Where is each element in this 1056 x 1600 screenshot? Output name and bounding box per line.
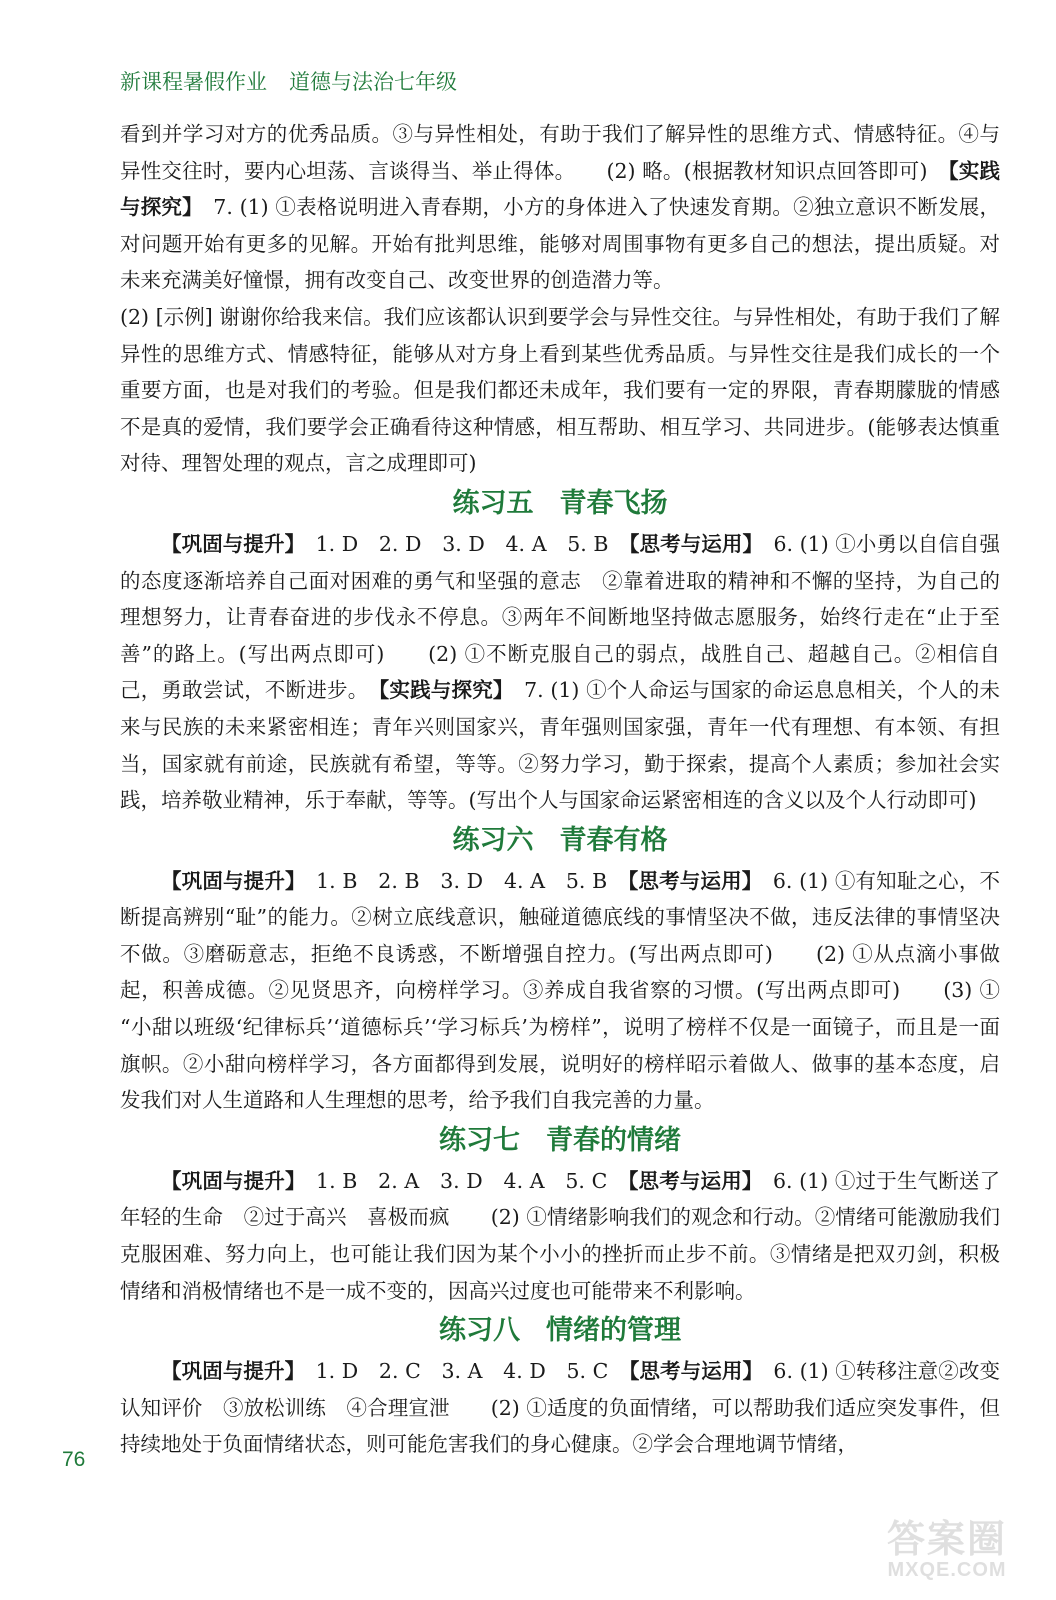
answer-text-2: 7. (1) ①个人命运与国家的命运息息相关，个人的未来与民族的未来紧密相连；青年兴则国家兴，青年强则国家强，青年一代有理想、有本领、有担当，国家就有前途，民族就有希望，等等。②努力学习，勤于探索，提高个人素质；参加社会实践，培养敬业精神，乐于奉献，等等。(写出个人与国家命运紧密相连的含义以及个人行动即可)	[120, 678, 1000, 813]
choice-answers: 1. D 2. C 3. A 4. D 5. C	[294, 1359, 630, 1384]
tag-practice-explore: 【实践与探究】	[378, 678, 504, 703]
section-title-8	[120, 1309, 1000, 1353]
page-number: 76	[62, 1448, 86, 1471]
section-title-7	[120, 1119, 1000, 1163]
answer-text: 6. (1) ①转移注意②改变认知评价 ③放松训练 ④合理宣泄 (2) ①适度的负面情绪，可以帮助我们适应突发事件，但持续地处于负面情绪状态，则可能危害我们的身心健康。②学会合理地调节情绪，	[120, 1359, 1000, 1457]
answer-text: 6. (1) ①小勇以自信自强的态度逐渐培养自己面对困难的勇气和坚强的意志 ②靠着进取的精神和不懈的坚持，为自己的理想努力，让青春奋进的步伐永不停息。③两年不间断地坚持做志愿服务，始终行走在“止于至善”的路上。(写出两点即可) (2) ①不断克服自己的弱点，战胜自己、超越自己。②相信自己，勇敢尝试，不断进步。	[120, 531, 1001, 703]
intro-text-1: 看到并学习对方的优秀品质。③与异性相处，有助于我们了解异性的思维方式、情感特征。④与异性交往时，要内心坦荡、言谈得当、举止得体。 (2) 略。(根据教材知识点回答即可)	[120, 122, 1000, 183]
section-title-6	[120, 819, 1000, 863]
tag-think-apply: 【思考与运用】	[629, 531, 753, 556]
intro-paragraph-2: (2) [示例] 谢谢你给我来信。我们应该都认识到要学会与异性交往。与异性相处，有助于我们了解异性的思维方式、情感特征，能够从对方身上看到某些优秀品质。与异性交往是我们成长的一个重要方面，也是对我们的考验。但是我们都还未成年，我们要有一定的界限，青春期朦胧的情感不是真的爱情，我们要学会正确看待这种情感，相互帮助、相互学习、共同进步。(能够表达慎重对待、理智处理的观点，言之成理即可)	[120, 304, 1000, 476]
tag-consolidate: 【巩固与提升】	[161, 1359, 295, 1384]
tag-think-apply: 【思考与运用】	[628, 1168, 753, 1193]
book-title: 新课程暑假作业	[120, 70, 267, 94]
tag-consolidate: 【巩固与提升】	[161, 1168, 296, 1193]
section-number: 练习八	[439, 1315, 520, 1347]
section-title-5	[120, 482, 1000, 526]
tag-think-apply: 【思考与运用】	[627, 868, 753, 893]
watermark-logo	[862, 1504, 1032, 1582]
section-6-body	[120, 863, 1000, 1119]
watermark-text: 答案圈	[886, 1517, 1007, 1561]
intro-text-1b: 7. (1) ①表格说明进入青春期，小方的身体进入了快速发育期。②独立意识不断发展，对问题开始有更多的见解。开始有批判思维，能够对周围事物有更多自己的想法，提出质疑。对未来充满美好憧憬，拥有改变自己、改变世界的创造潜力等。	[120, 195, 1000, 293]
tag-practice-explore: 【实践与探究】	[120, 158, 1000, 220]
section-5-body	[120, 526, 1000, 819]
section-7-body	[120, 1163, 1000, 1309]
tag-think-apply: 【思考与运用】	[629, 1359, 753, 1384]
section-name: 青春飞扬	[559, 487, 668, 519]
section-name: 青春有格	[559, 824, 668, 856]
answer-text: 6. (1) ①有知耻之心，不断提高辨别“耻”的能力。②树立底线意识，触碰道德底线的事情坚决不做，违反法律的事情坚决不做。③磨砺意志，拒绝不良诱惑，不断增强自控力。(写出两点即可) (2) ①从点滴小事做起，积善成德。②见贤思齐，向榜样学习。③养成自我省察的习惯。(写出两点即可) (3) ① “小甜以班级‘纪律标兵’‘道德标兵’‘学习标兵’为榜样”，说明了榜样不仅是一面镜子，而且是一面旗帜。②小甜向榜样学习，各方面都得到发展，说明好的榜样昭示着做人、做事的基本态度，启发我们对人生道路和人生理想的思考，给予我们自我完善的力量。	[120, 868, 1001, 1113]
section-8-body	[120, 1353, 1000, 1463]
section-number: 练习六	[452, 824, 534, 856]
running-header	[120, 66, 457, 96]
answer-content	[120, 116, 1000, 1463]
watermark-url: MXQE.COM	[887, 1559, 1007, 1581]
choice-answers: 1. B 2. A 3. D 4. A 5. C	[295, 1168, 629, 1193]
intro-paragraph-1	[120, 116, 1000, 299]
choice-answers: 1. B 2. B 3. D 4. A 5. B	[295, 868, 628, 893]
subject-title: 道德与法治七年级	[289, 70, 457, 94]
section-number: 练习五	[452, 487, 534, 519]
section-name: 情绪的管理	[546, 1315, 681, 1347]
answer-text: 6. (1) ①过于生气断送了年轻的生命 ②过于高兴 喜极而疯 (2) ①情绪影响我们的观念和行动。②情绪可能激励我们克服困难、努力向上，也可能让我们因为某个小小的挫折而止步不前。③情绪是把双刃剑，积极情绪和消极情绪也不是一成不变的，因高兴过度也可能带来不利影响。	[120, 1168, 1001, 1303]
section-name: 青春的情绪	[546, 1124, 681, 1156]
choice-answers: 1. D 2. D 3. D 4. A 5. B	[294, 531, 630, 556]
section-number: 练习七	[439, 1124, 520, 1156]
tag-consolidate: 【巩固与提升】	[161, 531, 295, 556]
tag-consolidate: 【巩固与提升】	[161, 868, 296, 893]
